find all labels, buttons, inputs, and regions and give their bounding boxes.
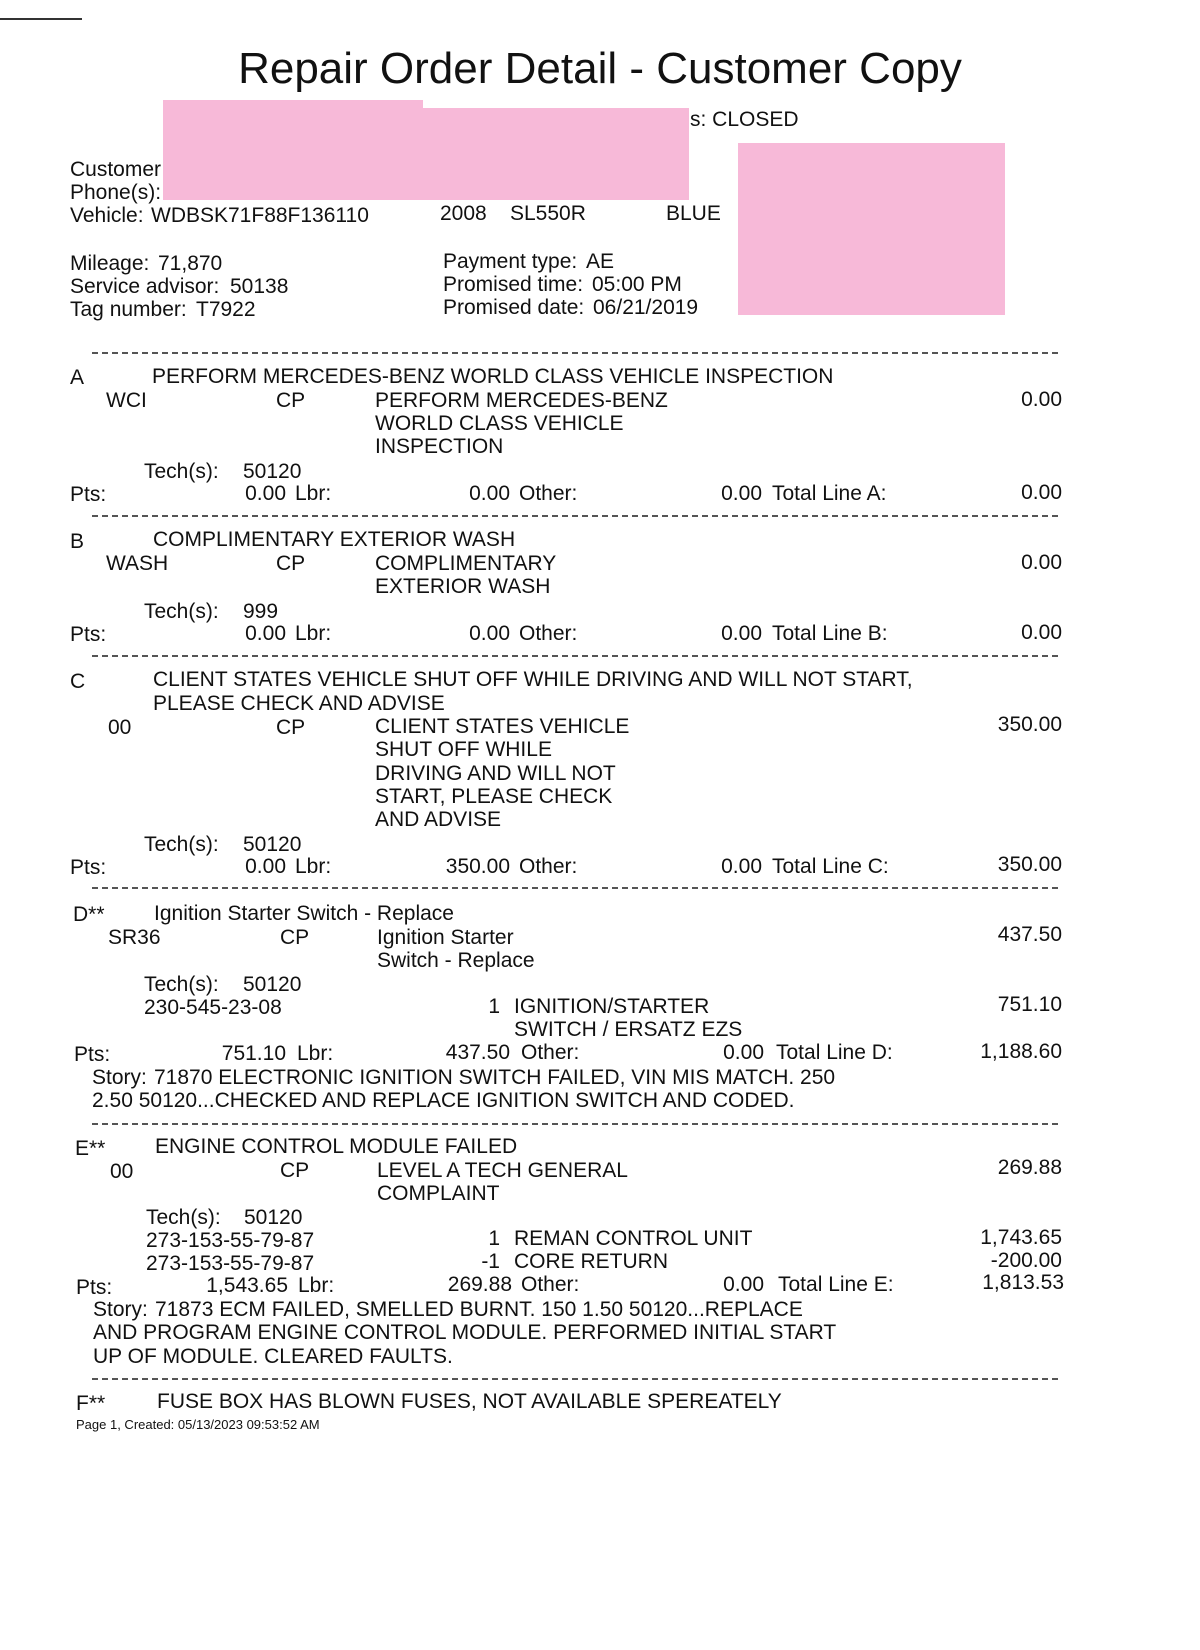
total-line-amount: 0.00: [1021, 481, 1062, 504]
promised-date-label: Promised date:: [443, 296, 585, 319]
line-letter: B: [70, 530, 85, 553]
pts-amount: 1,543.65: [206, 1274, 288, 1297]
lbr-label: Lbr:: [295, 622, 332, 645]
part-desc: CORE RETURN: [514, 1250, 669, 1273]
part-desc: SWITCH / ERSATZ EZS: [514, 1018, 743, 1041]
op-desc: AND ADVISE: [375, 808, 502, 831]
page-footer: Page 1, Created: 05/13/2023 09:53:52 AM: [76, 1417, 320, 1432]
pay-type: CP: [276, 389, 306, 412]
advisor-label: Service advisor:: [70, 275, 220, 298]
op-desc: INSPECTION: [375, 435, 504, 458]
promised-time-value: 05:00 PM: [592, 273, 682, 296]
labor-amount: 269.88: [997, 1156, 1062, 1179]
story-text: UP OF MODULE. CLEARED FAULTS.: [93, 1345, 453, 1368]
op-desc: CLIENT STATES VEHICLE: [375, 715, 630, 738]
other-amount: 0.00: [721, 482, 762, 505]
separator: [92, 1123, 1058, 1125]
mileage-label: Mileage:: [70, 252, 150, 275]
total-line-label: Total Line C:: [772, 855, 889, 878]
redaction-patch: [423, 108, 689, 200]
tech-id: 50120: [243, 460, 302, 483]
part-number: 230-545-23-08: [144, 996, 282, 1019]
vin-value: WDBSK71F88F136110: [151, 204, 369, 227]
total-line-amount: 0.00: [1021, 621, 1062, 644]
separator: [92, 352, 1058, 354]
part-qty: 1: [488, 1227, 500, 1250]
status-text: s: CLOSED: [690, 108, 799, 131]
lbr-label: Lbr:: [295, 855, 332, 878]
lbr-label: Lbr:: [297, 1042, 334, 1065]
scan-mark: [0, 18, 82, 20]
other-amount: 0.00: [723, 1273, 764, 1296]
other-label: Other:: [519, 622, 578, 645]
lbr-amount: 437.50: [445, 1041, 510, 1064]
op-desc: COMPLAINT: [377, 1182, 500, 1205]
op-desc: PERFORM MERCEDES-BENZ: [375, 389, 668, 412]
pts-amount: 0.00: [245, 622, 286, 645]
total-line-label: Total Line A:: [772, 482, 887, 505]
op-desc: LEVEL A TECH GENERAL: [377, 1159, 628, 1182]
op-code: WASH: [106, 552, 169, 575]
op-desc: DRIVING AND WILL NOT: [375, 762, 616, 785]
separator: [92, 1378, 1058, 1380]
line-letter: F**: [76, 1392, 106, 1415]
tag-label: Tag number:: [70, 298, 187, 321]
payment-value: AE: [586, 250, 615, 273]
pay-type: CP: [276, 552, 306, 575]
payment-label: Payment type:: [443, 250, 578, 273]
op-desc: START, PLEASE CHECK: [375, 785, 613, 808]
labor-amount: 0.00: [1021, 388, 1062, 411]
page-title: Repair Order Detail - Customer Copy: [238, 44, 962, 93]
lbr-label: Lbr:: [298, 1274, 335, 1297]
pts-amount: 0.00: [245, 855, 286, 878]
pts-label: Pts:: [70, 623, 107, 646]
lbr-amount: 0.00: [469, 622, 510, 645]
promised-time-label: Promised time:: [443, 273, 584, 296]
part-desc: REMAN CONTROL UNIT: [514, 1227, 753, 1250]
tech-id: 50120: [244, 1206, 303, 1229]
lbr-amount: 269.88: [447, 1273, 512, 1296]
other-amount: 0.00: [721, 622, 762, 645]
lbr-amount: 350.00: [445, 855, 510, 878]
part-qty: 1: [488, 995, 500, 1018]
year-value: 2008: [440, 202, 487, 225]
tech-id: 50120: [243, 833, 302, 856]
op-desc: EXTERIOR WASH: [375, 575, 551, 598]
techs-label: Tech(s):: [144, 600, 219, 623]
op-desc: Ignition Starter: [377, 926, 514, 949]
line-title: CLIENT STATES VEHICLE SHUT OFF WHILE DRIVING AND WILL NOT START,: [153, 668, 913, 691]
model-value: SL550R: [510, 202, 586, 225]
line-letter: D**: [73, 903, 105, 926]
line-letter: E**: [75, 1137, 106, 1160]
part-qty: -1: [481, 1250, 500, 1273]
techs-label: Tech(s):: [144, 460, 219, 483]
other-label: Other:: [519, 855, 578, 878]
line-letter: C: [70, 670, 86, 693]
pts-label: Pts:: [70, 483, 107, 506]
op-code: WCI: [106, 389, 147, 412]
other-label: Other:: [519, 482, 578, 505]
story-text: 71873 ECM FAILED, SMELLED BURNT. 150 1.50 50120...REPLACE: [155, 1298, 803, 1321]
part-desc: IGNITION/STARTER: [514, 995, 710, 1018]
total-line-label: Total Line E:: [778, 1273, 894, 1296]
tech-id: 999: [243, 600, 279, 623]
op-desc: COMPLIMENTARY: [375, 552, 557, 575]
op-desc: Switch - Replace: [377, 949, 535, 972]
tag-value: T7922: [196, 298, 256, 321]
op-desc: WORLD CLASS VEHICLE: [375, 412, 624, 435]
color-value: BLUE: [666, 202, 721, 225]
techs-label: Tech(s):: [146, 1206, 221, 1229]
techs-label: Tech(s):: [144, 833, 219, 856]
redaction-patch: [738, 143, 1005, 315]
other-amount: 0.00: [723, 1041, 764, 1064]
pay-type: CP: [280, 926, 310, 949]
pts-label: Pts:: [74, 1043, 111, 1066]
promised-date-value: 06/21/2019: [593, 296, 699, 319]
part-amount: 751.10: [997, 993, 1062, 1016]
customer-label: Customer: [70, 158, 162, 181]
total-line-amount: 350.00: [997, 853, 1062, 876]
total-line-label: Total Line B:: [772, 622, 888, 645]
line-title: PERFORM MERCEDES-BENZ WORLD CLASS VEHICLE INSPECTION: [152, 365, 834, 388]
techs-label: Tech(s):: [144, 973, 219, 996]
separator: [92, 887, 1058, 889]
labor-amount: 0.00: [1021, 551, 1062, 574]
pay-type: CP: [280, 1159, 310, 1182]
op-code: 00: [110, 1160, 134, 1183]
story-label: Story:: [93, 1298, 148, 1321]
story-text: 2.50 50120...CHECKED AND REPLACE IGNITION SWITCH AND CODED.: [92, 1089, 795, 1112]
total-line-amount: 1,813.53: [982, 1271, 1064, 1294]
redaction-patch: [163, 100, 423, 200]
separator: [92, 515, 1058, 517]
other-label: Other:: [521, 1041, 580, 1064]
labor-amount: 350.00: [997, 713, 1062, 736]
labor-amount: 437.50: [997, 923, 1062, 946]
other-amount: 0.00: [721, 855, 762, 878]
pay-type: CP: [276, 716, 306, 739]
part-amount: 1,743.65: [980, 1226, 1062, 1249]
tech-id: 50120: [243, 973, 302, 996]
story-text: AND PROGRAM ENGINE CONTROL MODULE. PERFORMED INITIAL START: [93, 1321, 837, 1344]
story-text: 71870 ELECTRONIC IGNITION SWITCH FAILED, VIN MIS MATCH. 250: [154, 1066, 836, 1089]
story-label: Story:: [92, 1066, 147, 1089]
pts-label: Pts:: [70, 856, 107, 879]
pts-amount: 751.10: [221, 1042, 286, 1065]
line-title: COMPLIMENTARY EXTERIOR WASH: [153, 528, 516, 551]
pts-label: Pts:: [76, 1276, 113, 1299]
line-title: PLEASE CHECK AND ADVISE: [153, 692, 445, 715]
phone-label: Phone(s):: [70, 181, 162, 204]
mileage-value: 71,870: [158, 252, 223, 275]
line-title: ENGINE CONTROL MODULE FAILED: [155, 1135, 518, 1158]
op-code: SR36: [108, 926, 161, 949]
op-code: 00: [108, 716, 132, 739]
lbr-label: Lbr:: [295, 482, 332, 505]
total-line-label: Total Line D:: [776, 1041, 893, 1064]
lbr-amount: 0.00: [469, 482, 510, 505]
total-line-amount: 1,188.60: [980, 1040, 1062, 1063]
part-amount: -200.00: [990, 1249, 1062, 1272]
part-number: 273-153-55-79-87: [146, 1229, 315, 1252]
op-desc: SHUT OFF WHILE: [375, 738, 552, 761]
line-title: Ignition Starter Switch - Replace: [154, 902, 454, 925]
separator: [92, 655, 1058, 657]
vehicle-label: Vehicle:: [70, 204, 144, 227]
line-letter: A: [70, 366, 85, 389]
part-number: 273-153-55-79-87: [146, 1252, 315, 1275]
other-label: Other:: [521, 1273, 580, 1296]
advisor-value: 50138: [230, 275, 289, 298]
pts-amount: 0.00: [245, 482, 286, 505]
line-title: FUSE BOX HAS BLOWN FUSES, NOT AVAILABLE SPEREATELY: [157, 1390, 782, 1413]
